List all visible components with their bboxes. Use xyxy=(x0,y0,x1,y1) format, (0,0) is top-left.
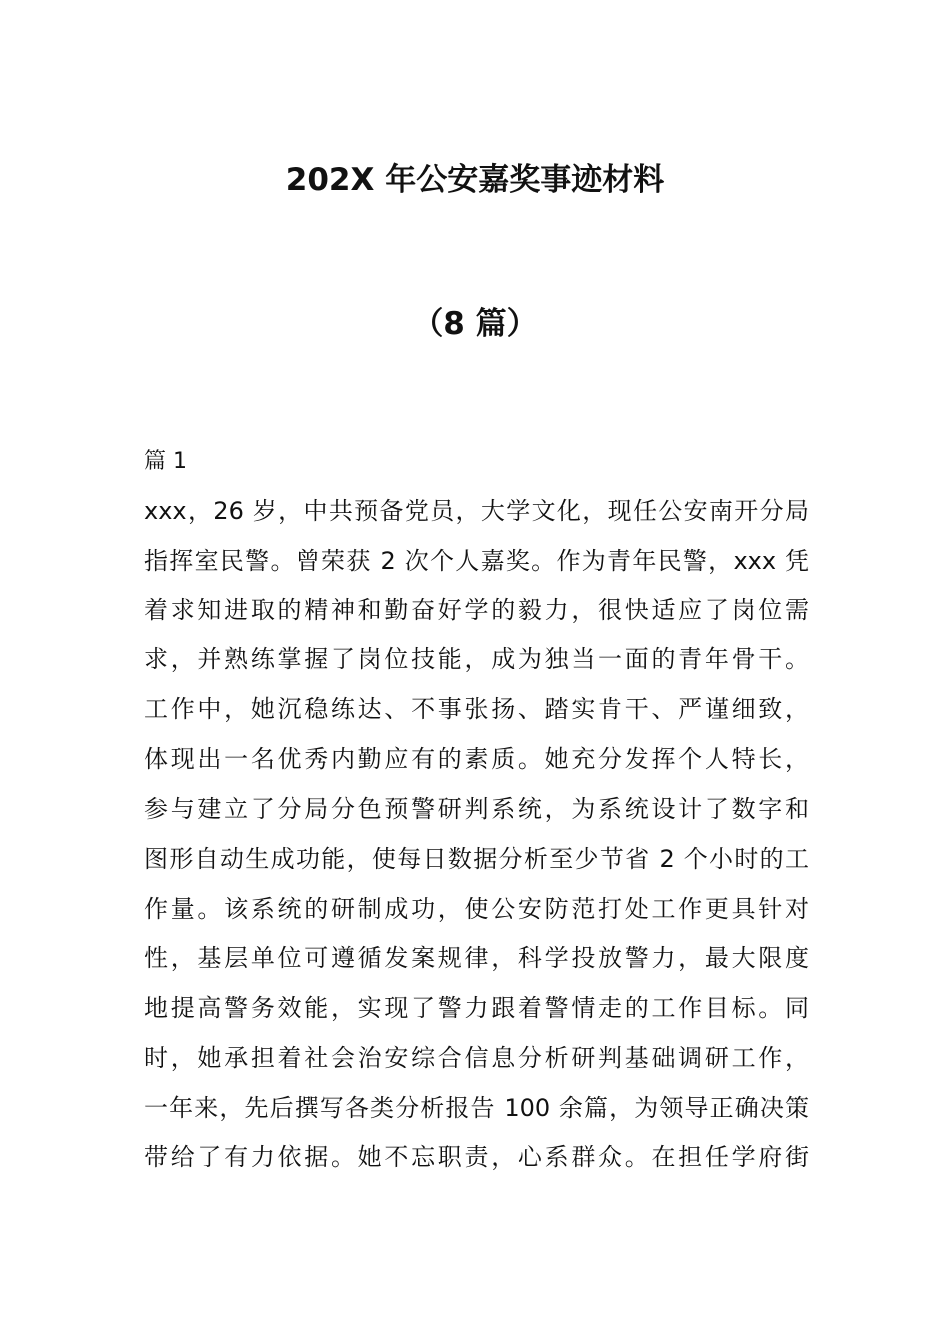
body-line: 性，基层单位可遵循发案规律，科学投放警力，最大限度 xyxy=(144,944,809,972)
body-line: 参与建立了分局分色预警研判系统，为系统设计了数字和 xyxy=(144,795,809,823)
body-line: 时，她承担着社会治安综合信息分析研判基础调研工作， xyxy=(144,1044,809,1072)
body-line: 作量。该系统的研制成功，使公安防范打处工作更具针对 xyxy=(144,895,809,923)
body-line: 图形自动生成功能，使每日数据分析至少节省 2 个小时的工 xyxy=(144,845,809,873)
body-line: 带给了有力依据。她不忘职责，心系群众。在担任学府街 xyxy=(144,1143,809,1171)
body-line: 求，并熟练掌握了岗位技能，成为独当一面的青年骨干。 xyxy=(144,645,809,673)
document-title: 202X 年公安嘉奖事迹材料 xyxy=(285,162,665,198)
body-line: 工作中，她沉稳练达、不事张扬、踏实肯干、严谨细致， xyxy=(144,695,809,723)
body-line: 指挥室民警。曾荣获 2 次个人嘉奖。作为青年民警，xxx 凭 xyxy=(144,547,809,575)
section-label: 篇 1 xyxy=(144,449,187,474)
document-subtitle: （8 篇） xyxy=(412,306,538,342)
body-line: 着求知进取的精神和勤奋好学的毅力，很快适应了岗位需 xyxy=(144,596,809,624)
body-line: 一年来，先后撰写各类分析报告 100 余篇，为领导正确决策 xyxy=(144,1094,809,1122)
body-line: 地提高警务效能，实现了警力跟着警情走的工作目标。同 xyxy=(144,994,809,1022)
body-line: xxx，26 岁，中共预备党员，大学文化，现任公安南开分局 xyxy=(144,497,809,525)
body-line: 体现出一名优秀内勤应有的素质。她充分发挥个人特长， xyxy=(144,745,809,773)
